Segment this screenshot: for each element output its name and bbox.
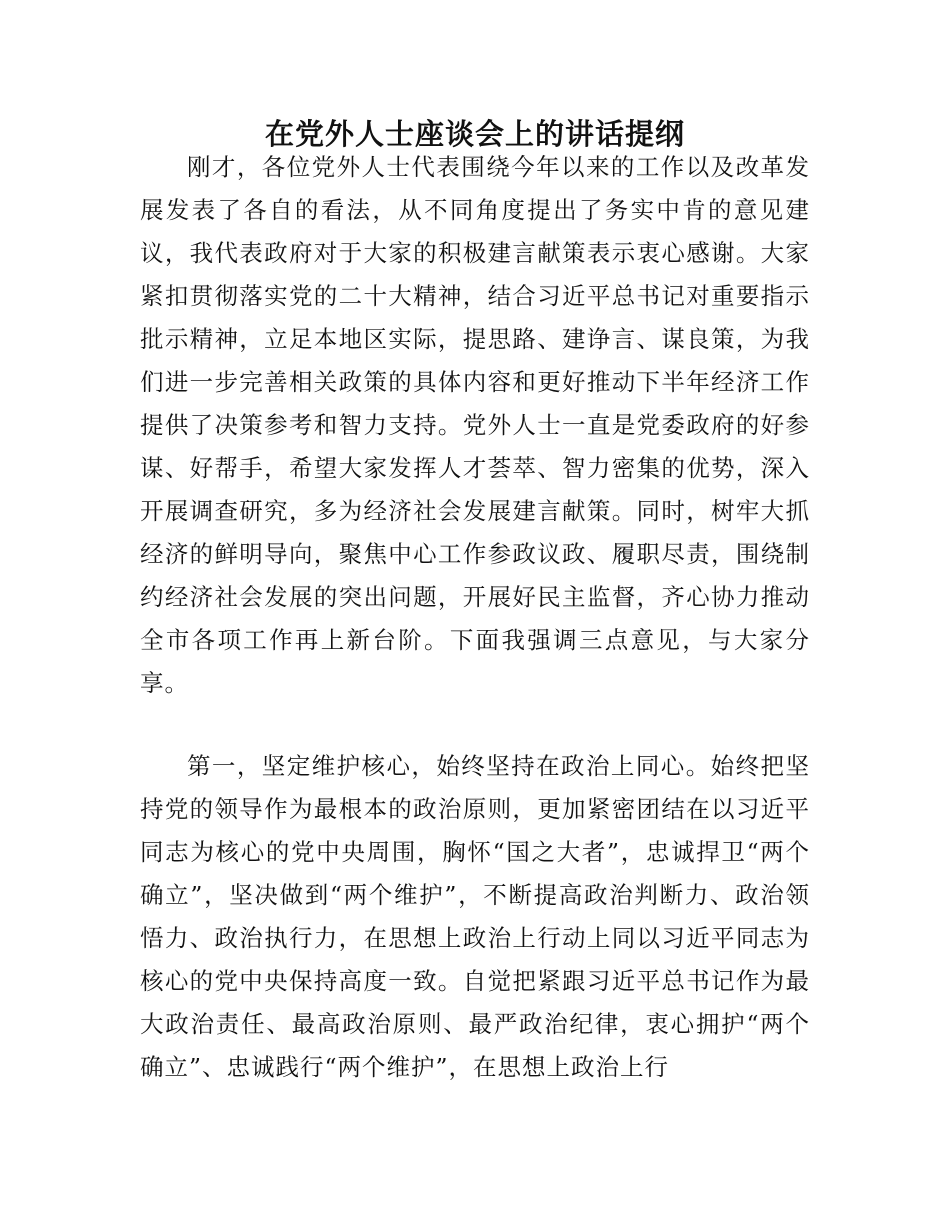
paragraph-intro: 刚才，各位党外人士代表围绕今年以来的工作以及改革发展发表了各自的看法，从不同角度提出了务实中肯的意见建议，我代表政府对于大家的积极建言献策表示衷心感谢。大家紧扣贯彻落实党的二十大精神，结合习近平总书记对重要指示批示精神，立足本地区实际，提思路、建诤言、谋良策，为我们进一步完善相关政策的具体内容和更好推动下半年经济工作提供了决策参考和智力支持。党外人士一直是党委政府的好参谋、好帮手，希望大家发挥人才荟萃、智力密集的优势，深入开展调查研究，多为经济社会发展建言献策。同时，树牢大抓经济的鲜明导向，聚焦中心工作参政议政、履职尽责，围绕制约经济社会发展的突出问题，开展好民主监督，齐心协力推动全市各项工作再上新台阶。下面我强调三点意见，与大家分享。 <box>140 153 810 697</box>
page-title: 在党外人士座谈会上的讲话提纲 <box>264 117 685 151</box>
paragraph-point-one: 第一，坚定维护核心，始终坚持在政治上同心。始终把坚持党的领导作为最根本的政治原则，更加紧密团结在以习近平同志为核心的党中央周围，胸怀“国之大者”，忠诚捍卫“两个确立”，坚决做到“两个维护”，不断提高政治判断力、政治领悟力、政治执行力，在思想上政治上行动上同以习近平同志为核心的党中央保持高度一致。自觉把紧跟习近平总书记作为最大政治责任、最高政治原则、最严政治纪律，衷心拥护“两个确立”、忠诚践行“两个维护”，在思想上政治上行 <box>140 752 810 1081</box>
